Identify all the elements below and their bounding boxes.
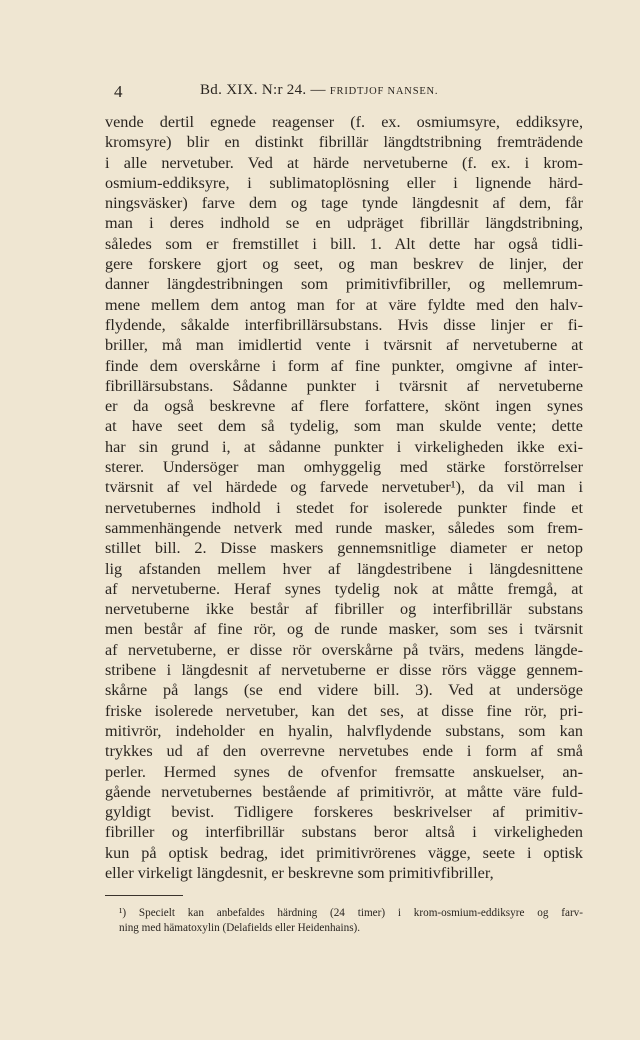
text-line: i alle nervetuber. Ved at härde nervetuberne (f. ex. i krom- (105, 153, 583, 172)
text-line: kun på optisk bedrag, idet primitivrörenes vägge, seete i optisk (105, 843, 583, 862)
text-line: vende dertil egnede reagenser (f. ex. osmiumsyre, eddiksyre, (105, 113, 583, 131)
text-line: nervetuberne ikke består af fibriller og interfibrillär substans (105, 600, 583, 619)
text-line: trykkes ud af den overrevne nervetubes ende i form af små (105, 742, 583, 761)
text-line: finde dem overskårne i form af fine punkter, omgivne af inter- (105, 356, 583, 375)
text-line: af nervetuberne. Heraf synes tydelig nok at måtte fremgå, at (105, 579, 583, 598)
body-text (105, 112, 583, 883)
text-line: nervetubernes indhold i stedet for isolerede punkter finde et (105, 498, 583, 517)
text-line: skårne på langs (se end videre bill. 3). Ved at undersöge (105, 681, 583, 700)
running-head (200, 82, 438, 99)
text-line: sterer. Undersöger man omhyggelig med stärke forstörrelser (105, 458, 583, 477)
text-line: gående nervetubernes bestående af primitivrör, at måtte väre fuld- (105, 782, 583, 801)
text-line: lig afstanden mellem hver af längdestribene i längdesnittene (105, 559, 583, 578)
text-line: kromsyre) blir en distinkt fibrillär längdtstribning fremträdende (105, 133, 583, 152)
text-line: gere forskere gjort og seet, og man beskrev de linjer, der (105, 255, 583, 274)
text-line: at have seet dem så tydelig, som man skulde vente; dette (105, 417, 583, 436)
text-line: osmium-eddiksyre, i sublimatoplösning eller i lignende härd- (105, 173, 583, 192)
footnote-line: ning med hämatoxylin (Delafields eller Heidenhains). (119, 922, 361, 934)
footnote-divider (105, 895, 183, 896)
text-line: tvärsnit af vel härdede og farvede nervetuber¹), da vil man i (105, 478, 583, 497)
text-line: mene mellem dem antog man for at väre fyldte med den halv- (105, 295, 583, 314)
text-line: gyldigt bevist. Tidligere forskeres beskrivelser af primitiv- (105, 803, 583, 822)
text-line: friske isolerede nervetuber, kan det ses, at disse fine rör, pri- (105, 701, 583, 720)
text-line: flydende, såkalde interfibrillärsubstans. Hvis disse linjer er fi- (105, 315, 583, 334)
author-name: FRIDTJOF NANSEN. (329, 86, 439, 97)
text-line: er da også beskrevne af flere forfattere, skönt ingen synes (105, 397, 583, 416)
text-line: ningsväsker) farve dem og tage tynde längdesnit af dem, får (105, 194, 583, 213)
text-line: man i deres indhold se en udpräget fibrillär längdstribning, (105, 214, 583, 233)
text-line: fibriller og interfibrillär substans beror altså i virkeligheden (105, 823, 583, 842)
running-header (0, 82, 640, 104)
text-line: stillet bill. 2. Disse maskers gennemsnitlige diameter er netop (105, 539, 583, 558)
text-line: stribene i längdesnit af nervetuberne er disse rörs vägge gennem- (105, 661, 583, 680)
text-line: perler. Hermed synes de ofvenfor fremsatte anskuelser, an- (105, 762, 583, 781)
text-line: men består af fine rör, og de runde masker, som ses i tvärsnit (105, 620, 583, 639)
volume-reference: Bd. XIX. N:r 24. — (200, 82, 326, 98)
footnotes (105, 906, 583, 936)
text-line: eller virkeligt längdesnit, er beskrevne som primitivfibriller, (105, 863, 494, 882)
text-line: således som er fremstillet i bill. 1. Alt dette har også tidli- (105, 234, 583, 253)
text-line: sammenhängende netverk med runde masker, således som frem- (105, 518, 583, 537)
page-number: 4 (114, 82, 123, 101)
text-line: danner längdestribningen som primitivfibriller, og mellemrum- (105, 275, 583, 294)
text-line: mitivrör, indeholder en hyalin, halvflydende substans, som kan (105, 721, 583, 740)
text-line: af nervetuberne, er disse rör overskårne på tvärs, medens längde- (105, 640, 583, 659)
text-line: fibrillärsubstans. Sådanne punkter i tvärsnit af nervetuberne (105, 376, 583, 395)
footnote-line: ¹) Specielt kan anbefaldes härdning (24 timer) i krom-osmium-eddiksyre og farv- (119, 907, 583, 919)
text-line: briller, må man imidlertid vente i tvärsnit af nervetuberne at (105, 336, 583, 355)
text-line: har sin grund i, at sådanne punkter i virkeligheden ikke exi- (105, 437, 583, 456)
